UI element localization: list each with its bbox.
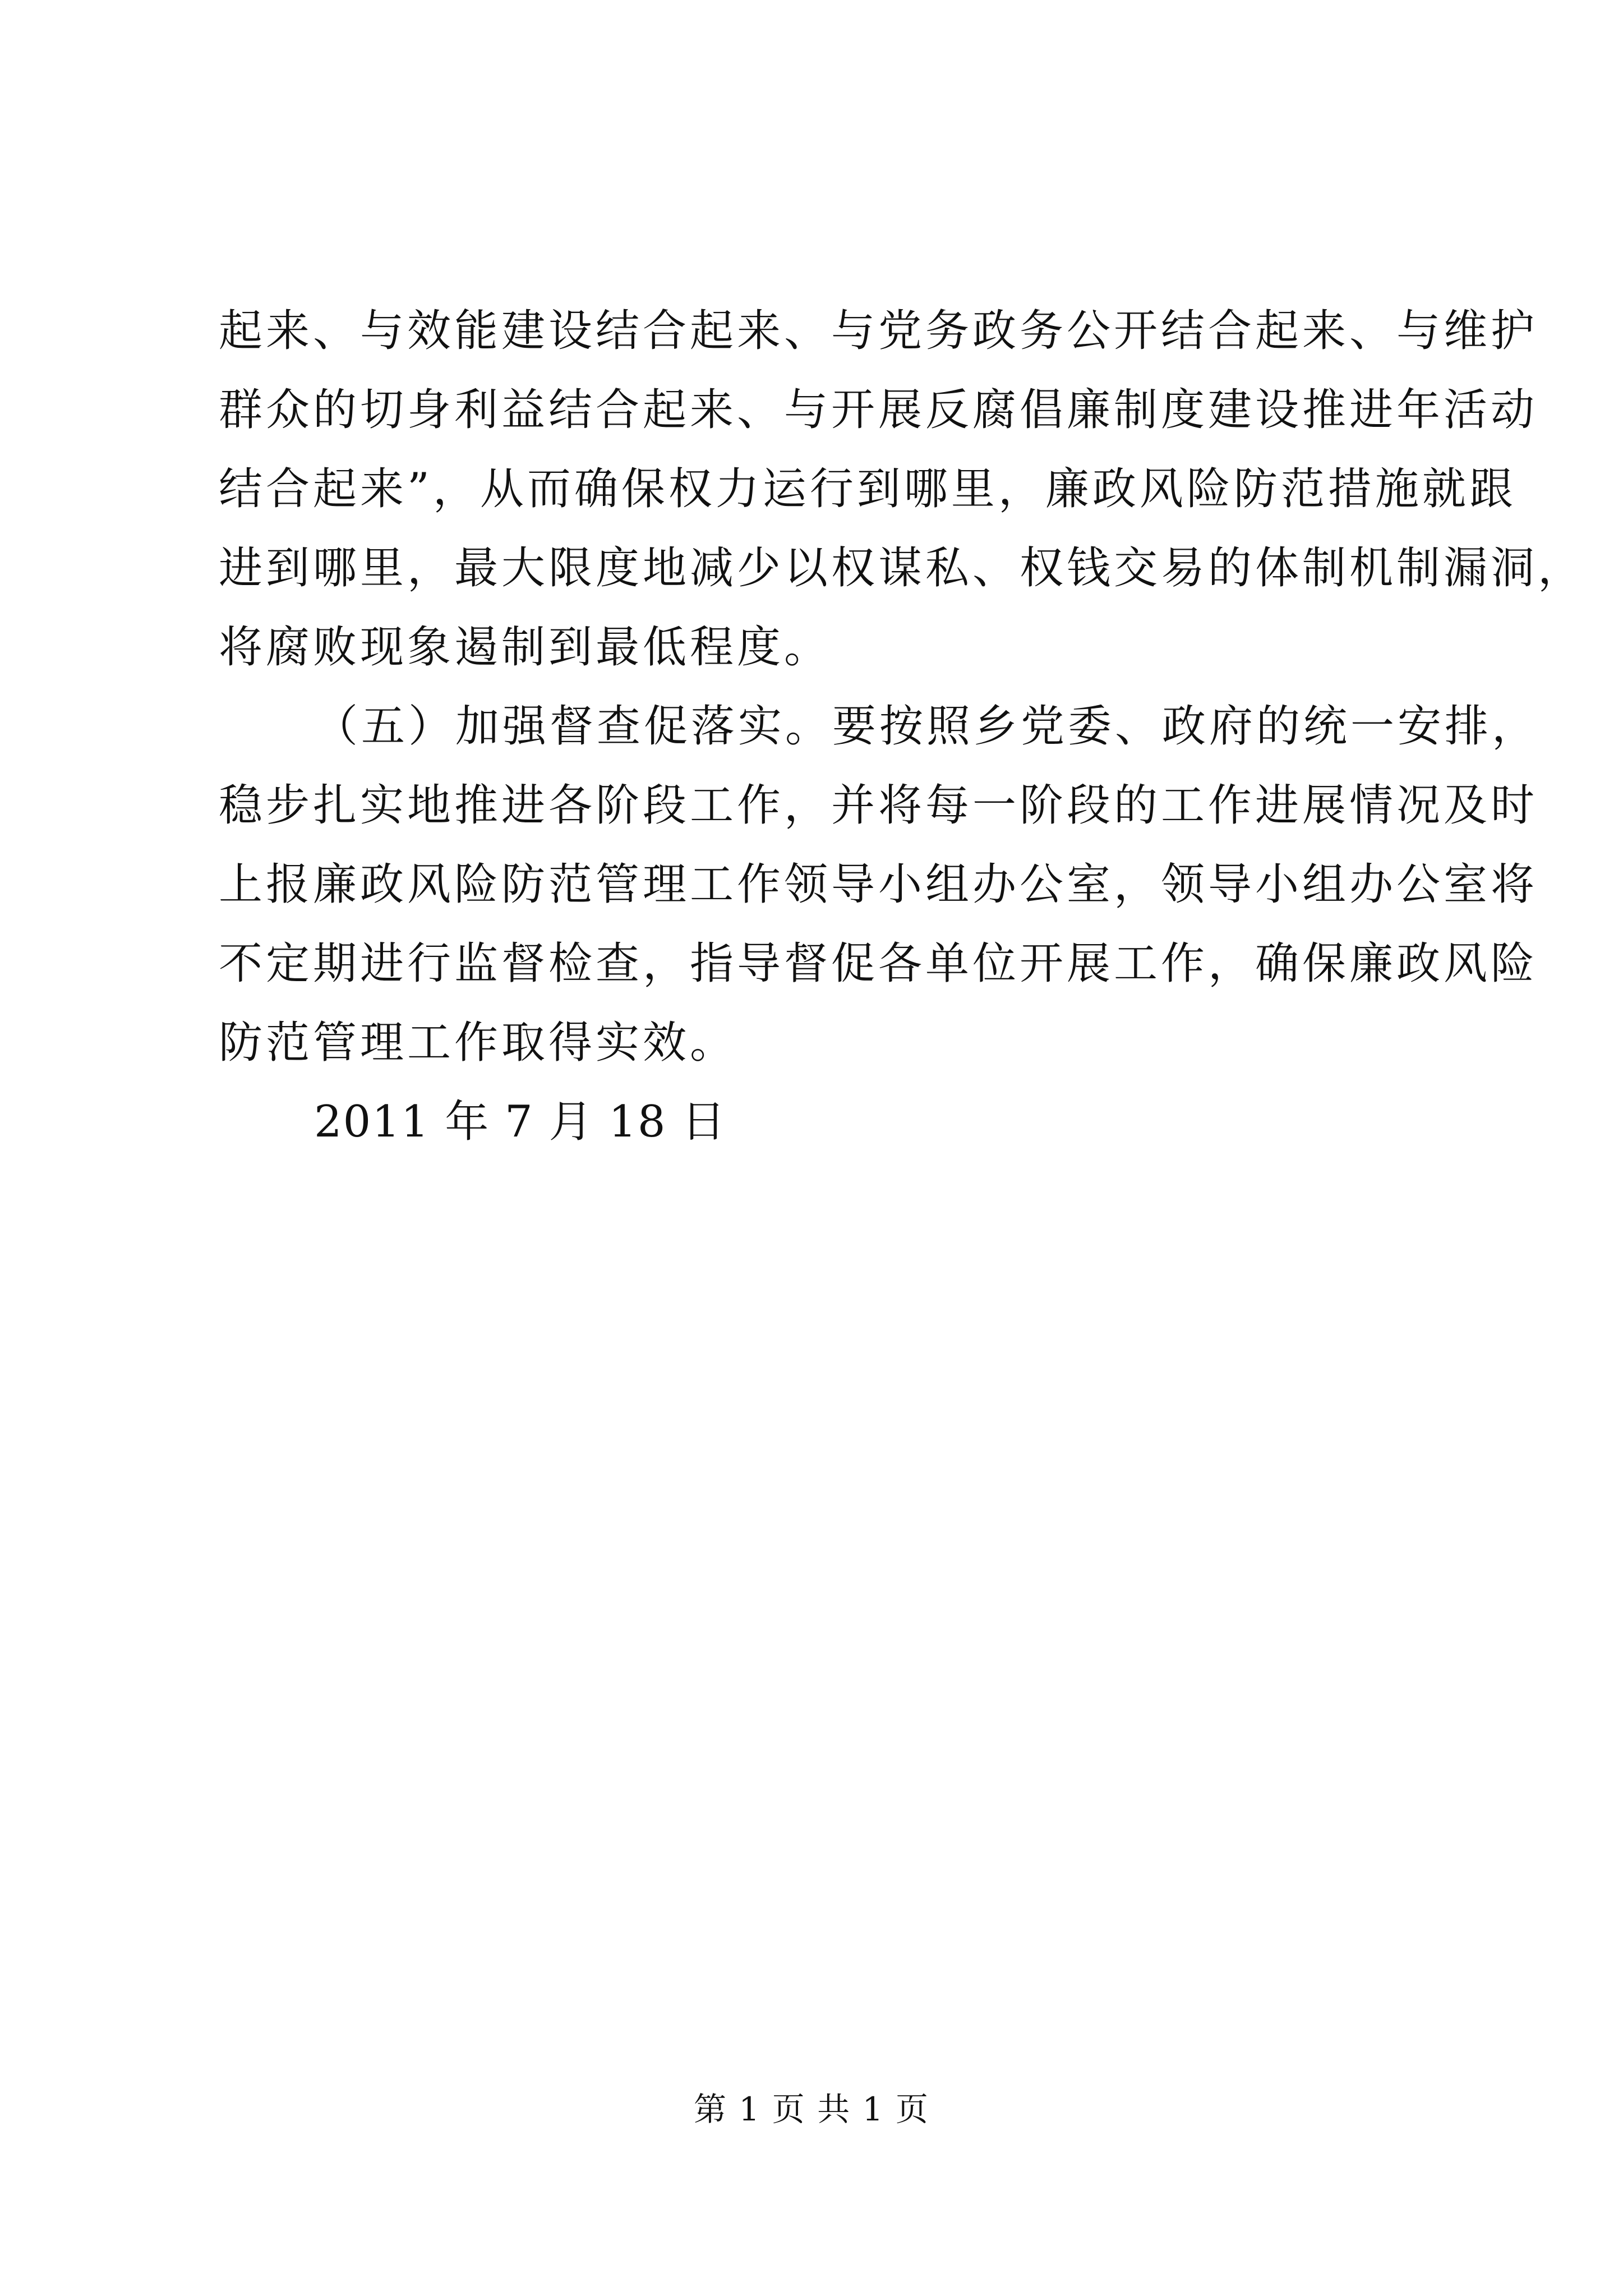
document-body xyxy=(219,292,1585,1162)
paragraph-line: 稳步扎实地推进各阶段工作，并将每一阶段的工作进展情况及时 xyxy=(219,780,1538,831)
paragraph-line: 起来、与效能建设结合起来、与党务政务公开结合起来、与维护 xyxy=(219,306,1538,356)
paragraph-line: 防范管理工作取得实效。 xyxy=(219,1018,737,1068)
paragraph-line: 群众的切身利益结合起来、与开展反腐倡廉制度建设推进年活动 xyxy=(219,385,1538,435)
paragraph-line: 进到哪里，最大限度地减少以权谋私、权钱交易的体制机制漏洞， xyxy=(219,543,1585,593)
paragraph-line: 上报廉政风险防范管理工作领导小组办公室，领导小组办公室将 xyxy=(219,859,1538,910)
paragraph-line: 结合起来”，从而确保权力运行到哪里，廉政风险防范措施就跟 xyxy=(219,464,1516,514)
paragraph-line: （五）加强督查促落实。要按照乡党委、政府的统一安排， xyxy=(314,701,1539,752)
paragraph-line: 将腐败现象遏制到最低程度。 xyxy=(219,622,832,673)
document-date: 2011 年 7 月 18 日 xyxy=(314,1097,727,1147)
paragraph-line: 不定期进行监督检查，指导督促各单位开展工作，确保廉政风险 xyxy=(219,938,1538,989)
page-number-footer: 第 1 页 共 1 页 xyxy=(694,2090,929,2128)
